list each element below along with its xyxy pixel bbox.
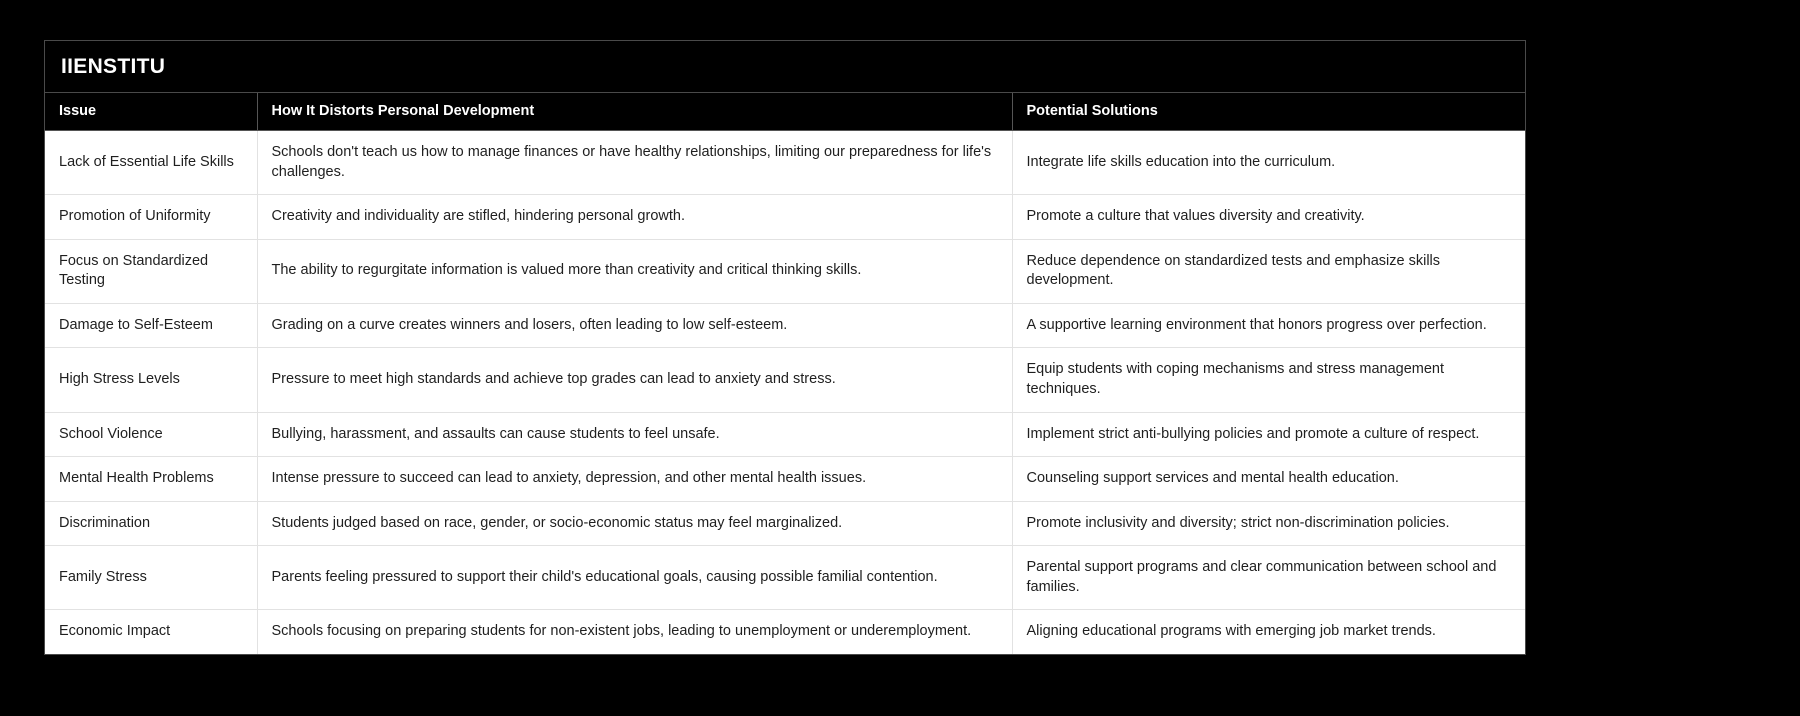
cell-issue: Family Stress [45, 546, 257, 610]
cell-distortion: Schools don't teach us how to manage finances or have healthy relationships, limiting our preparedness for life's challenges. [257, 131, 1012, 195]
table-row [45, 610, 1525, 654]
table-row [45, 348, 1525, 412]
cell-solution: Integrate life skills education into the curriculum. [1012, 131, 1525, 195]
cell-distortion: Intense pressure to succeed can lead to anxiety, depression, and other mental health issues. [257, 457, 1012, 502]
column-header-distortion: How It Distorts Personal Development [257, 93, 1012, 131]
table-row [45, 457, 1525, 502]
cell-issue: Economic Impact [45, 610, 257, 654]
cell-solution: Promote a culture that values diversity and creativity. [1012, 195, 1525, 240]
cell-solution: Equip students with coping mechanisms and stress management techniques. [1012, 348, 1525, 412]
table-card [44, 40, 1526, 655]
cell-issue: Mental Health Problems [45, 457, 257, 502]
cell-issue: Damage to Self-Esteem [45, 303, 257, 348]
cell-distortion: Creativity and individuality are stifled, hindering personal growth. [257, 195, 1012, 240]
comparison-table [45, 93, 1525, 654]
cell-issue: High Stress Levels [45, 348, 257, 412]
cell-distortion: The ability to regurgitate information is valued more than creativity and critical thinking skills. [257, 239, 1012, 303]
cell-distortion: Grading on a curve creates winners and losers, often leading to low self-esteem. [257, 303, 1012, 348]
table-row [45, 303, 1525, 348]
column-header-issue: Issue [45, 93, 257, 131]
table-row [45, 546, 1525, 610]
table-row [45, 501, 1525, 546]
cell-solution: Promote inclusivity and diversity; strict non-discrimination policies. [1012, 501, 1525, 546]
table-row [45, 195, 1525, 240]
table-body [45, 131, 1525, 654]
table-row [45, 131, 1525, 195]
table-head [45, 93, 1525, 131]
cell-solution: Implement strict anti-bullying policies and promote a culture of respect. [1012, 412, 1525, 457]
table-row [45, 239, 1525, 303]
cell-solution: Reduce dependence on standardized tests and emphasize skills development. [1012, 239, 1525, 303]
cell-issue: Discrimination [45, 501, 257, 546]
table-row [45, 412, 1525, 457]
column-header-solutions: Potential Solutions [1012, 93, 1525, 131]
cell-solution: Aligning educational programs with emerging job market trends. [1012, 610, 1525, 654]
brand-bar [45, 41, 1525, 93]
cell-distortion: Pressure to meet high standards and achieve top grades can lead to anxiety and stress. [257, 348, 1012, 412]
cell-solution: Parental support programs and clear communication between school and families. [1012, 546, 1525, 610]
brand-title: IIENSTITU [61, 55, 166, 78]
cell-issue: Promotion of Uniformity [45, 195, 257, 240]
cell-solution: A supportive learning environment that honors progress over perfection. [1012, 303, 1525, 348]
cell-issue: Lack of Essential Life Skills [45, 131, 257, 195]
cell-distortion: Students judged based on race, gender, or socio-economic status may feel marginalized. [257, 501, 1012, 546]
cell-distortion: Schools focusing on preparing students for non-existent jobs, leading to unemployment or underemployment. [257, 610, 1012, 654]
cell-distortion: Bullying, harassment, and assaults can cause students to feel unsafe. [257, 412, 1012, 457]
cell-solution: Counseling support services and mental health education. [1012, 457, 1525, 502]
cell-distortion: Parents feeling pressured to support their child's educational goals, causing possible familial contention. [257, 546, 1012, 610]
table-header-row [45, 93, 1525, 131]
cell-issue: Focus on Standardized Testing [45, 239, 257, 303]
cell-issue: School Violence [45, 412, 257, 457]
